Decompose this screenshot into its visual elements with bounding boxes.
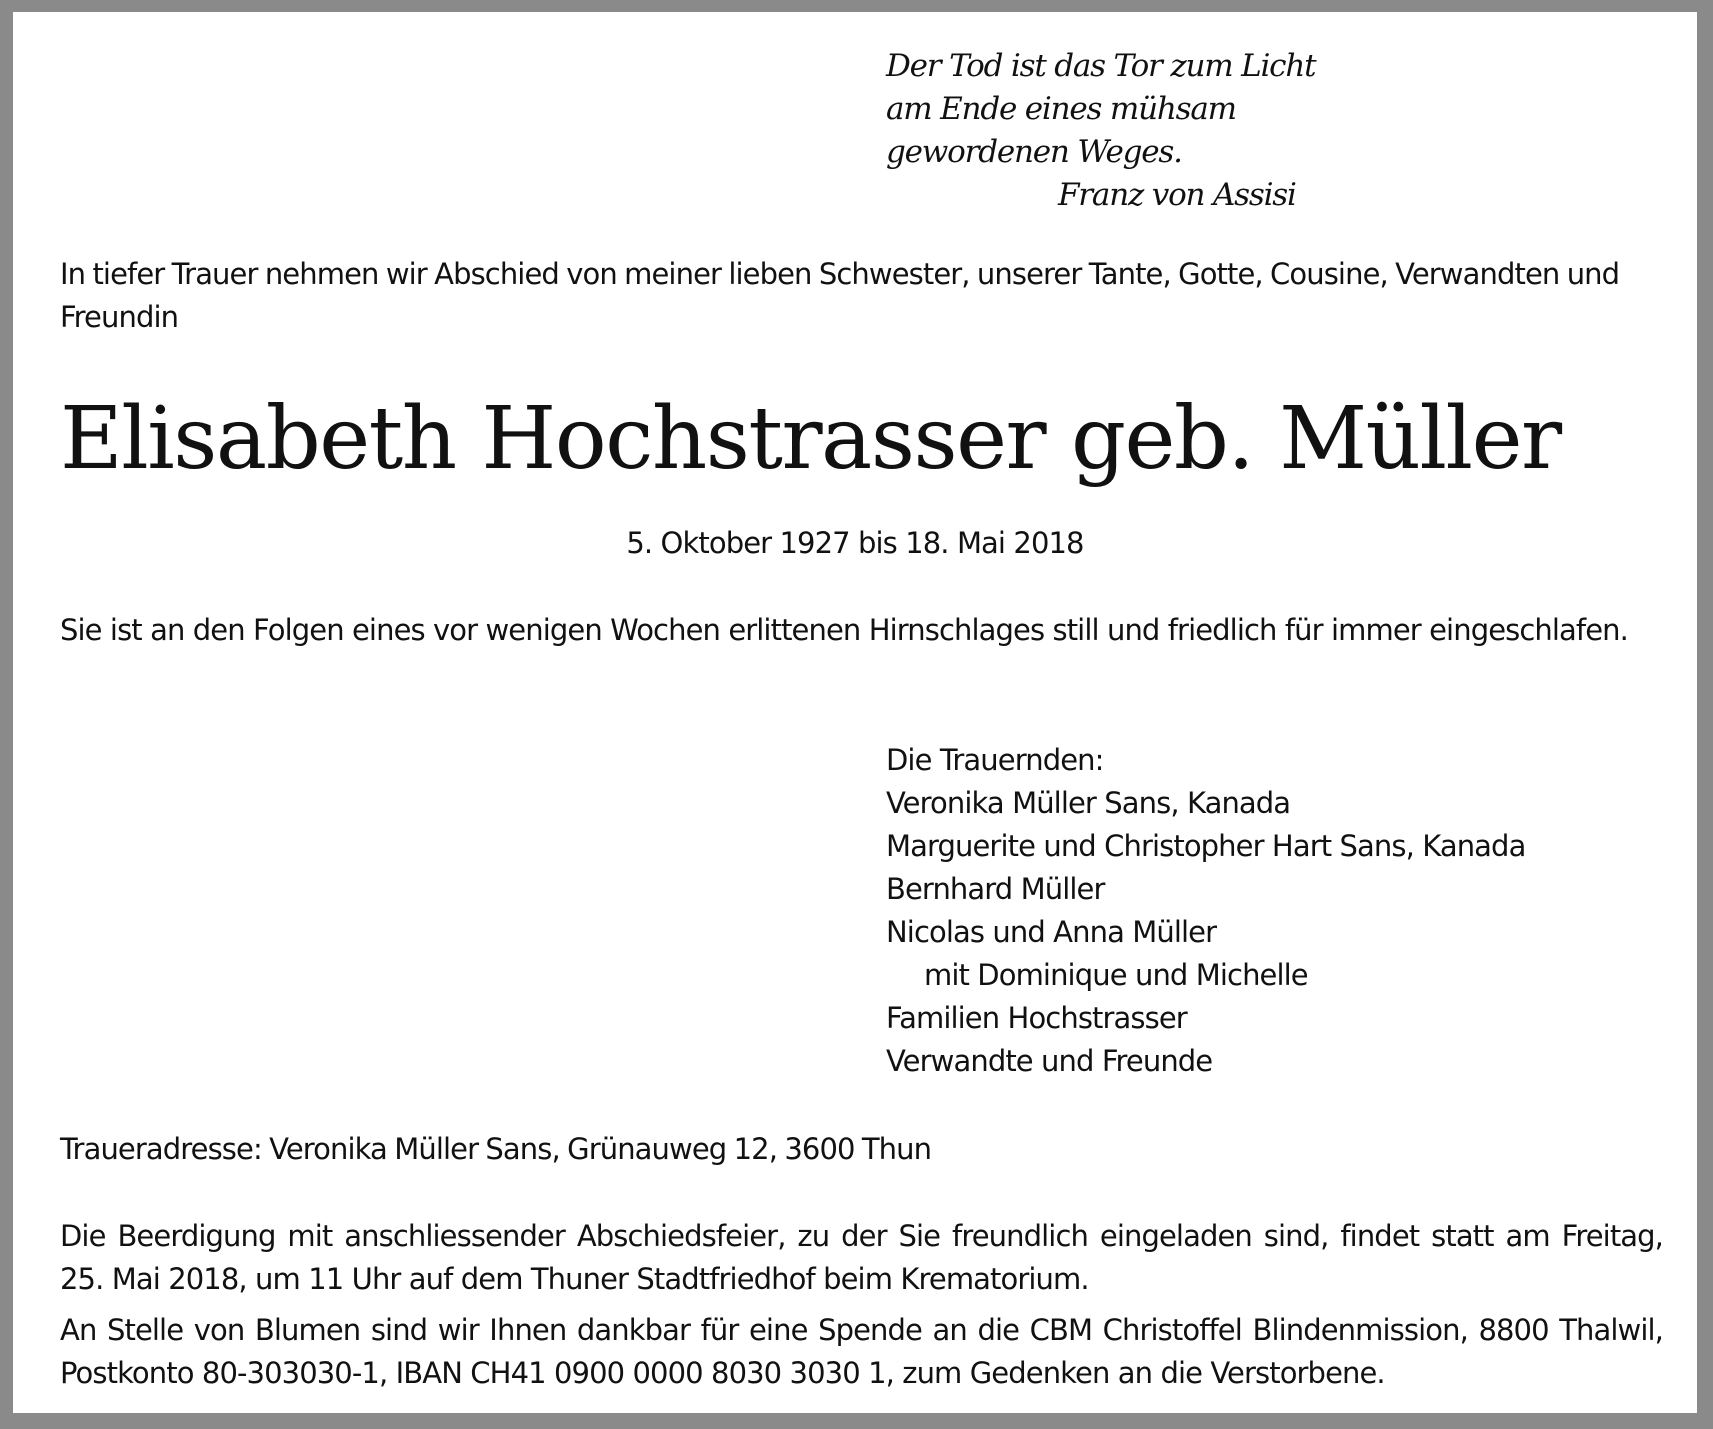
- quote-line: Der Tod ist das Tor zum Licht: [886, 48, 1316, 84]
- obituary-notice: [13, 12, 1697, 1413]
- quote-line: gewordenen Weges.: [886, 134, 1182, 170]
- mourners-list: [886, 739, 1666, 1083]
- mourner-name: Bernhard Müller: [886, 872, 1105, 906]
- mourner-name: mit Dominique und Michelle: [924, 958, 1308, 992]
- mourner-name: Veronika Müller Sans, Kanada: [886, 786, 1291, 820]
- mourner-name: Verwandte und Freunde: [886, 1044, 1213, 1078]
- life-dates: 5. Oktober 1927 bis 18. Mai 2018: [626, 526, 1084, 560]
- intro-text: In tiefer Trauer nehmen wir Abschied von meiner lieben Schwester, unserer Tante, Gotte, Cousine, Verwandten und Freundin: [60, 257, 1620, 334]
- quote-author: Franz von Assisi: [1058, 177, 1296, 213]
- epigraph-quote: [886, 45, 1336, 217]
- quote-line: am Ende eines mühsam: [886, 91, 1236, 127]
- mourner-name: Familien Hochstrasser: [886, 1001, 1187, 1035]
- mourning-address: Traueradresse: Veronika Müller Sans, Grünauweg 12, 3600 Thun: [60, 1132, 932, 1166]
- mourner-name: Marguerite und Christopher Hart Sans, Kanada: [886, 829, 1526, 863]
- deceased-name: Elisabeth Hochstrasser geb. Müller: [60, 389, 1561, 489]
- donation-request: An Stelle von Blumen sind wir Ihnen dankbar für eine Spende an die CBM Christoffel Blindenmission, 8800 Thalwil, Postkonto 80-303030-1, IBAN CH41 0900 0000 8030 3030 1, zum Gedenken an die Verstorbene.: [60, 1313, 1663, 1390]
- mourners-heading: Die Trauernden:: [886, 743, 1104, 777]
- funeral-details: Die Beerdigung mit anschliessender Abschiedsfeier, zu der Sie freundlich eingeladen sind, findet statt am Freitag, 25. Mai 2018, um 11 Uhr auf dem Thuner Stadtfriedhof beim Krematorium.: [60, 1219, 1663, 1296]
- cause-text: Sie ist an den Folgen eines vor wenigen Wochen erlittenen Hirnschlages still und friedlich für immer eingeschlafen.: [60, 613, 1628, 647]
- mourner-name: Nicolas und Anna Müller: [886, 915, 1217, 949]
